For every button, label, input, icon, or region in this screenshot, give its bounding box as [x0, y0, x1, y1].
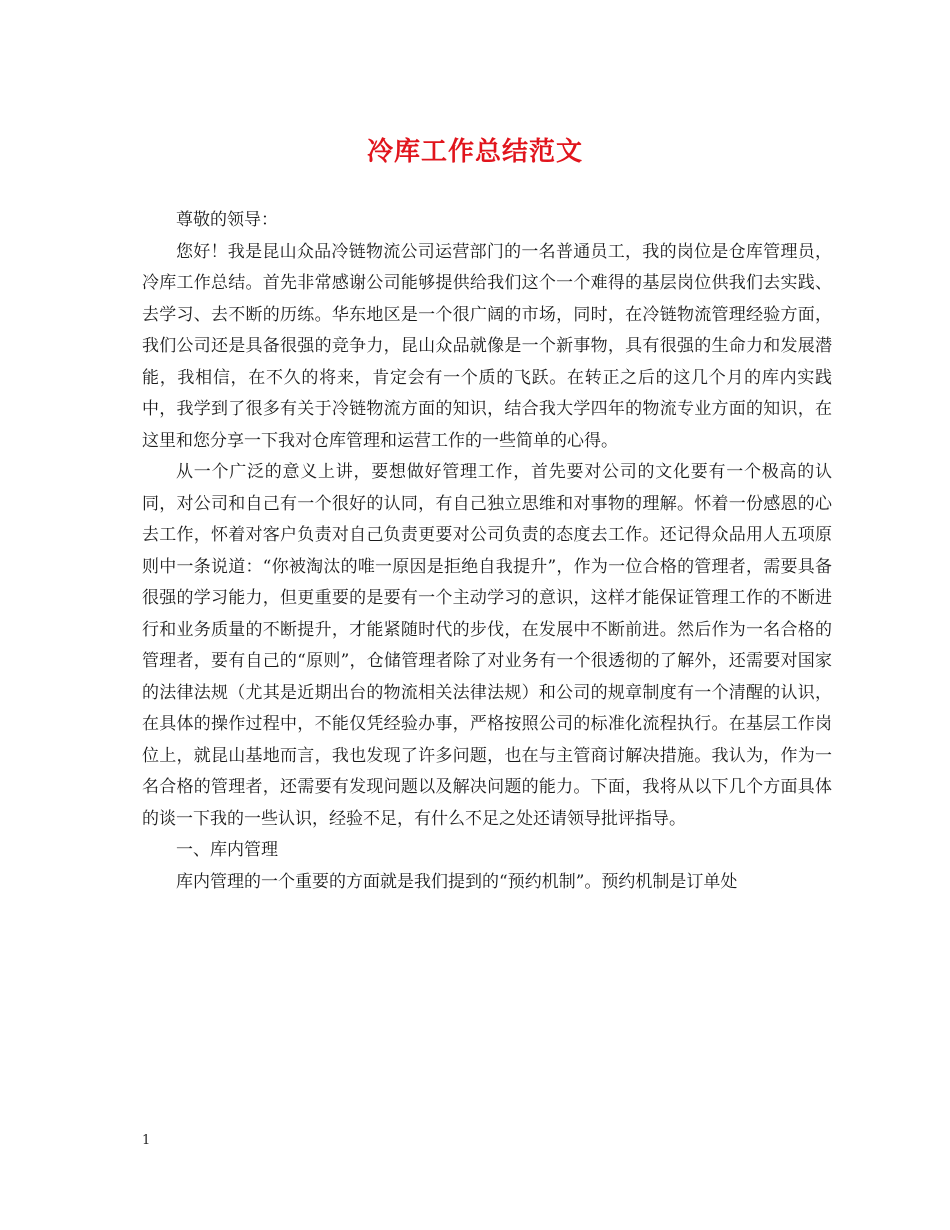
section-heading: 一、库内管理	[176, 840, 278, 860]
document-body	[142, 205, 832, 898]
salutation: 尊敬的领导：	[176, 210, 278, 230]
paragraph-warehouse: 库内管理的一个重要的方面就是我们提到的“预约机制”。预约机制是订单处	[176, 871, 738, 892]
paragraph-management: 从一个广泛的意义上讲，要想做好管理工作，首先要对公司的文化要有一个极高的认同，对公司和自己有一个很好的认同，有自己独立思维和对事物的理解。怀着一份感恩的心去工作，怀着对客户负责对自己负责更要对公司负责的态度去工作。还记得众品用人五项原则中一条说道：“你被淘汰的唯一原因是拒绝自我提升”，作为一位合格的管理者，需要具备很强的学习能力，但更重要的是要有一个主动学习的意识，这样才能保证管理工作的不断进行和业务质量的不断提升，才能紧随时代的步伐，在发展中不断前进。然后作为一名合格的管理者，要有自己的“原则”，仓储管理者除了对业务有一个很透彻的了解外，还需要对国家的法律法规（尤其是近期出台的物流相关法律法规）和公司的规章制度有一个清醒的认识，在具体的操作过程中，不能仅凭经验办事，严格按照公司的标准化流程执行。在基层工作岗位上，就昆山基地而言，我也发现了许多问题，也在与主管商讨解决措施。我认为，作为一名合格的管理者，还需要有发现问题以及解决问题的能力。下面，我将从以下几个方面具体的谈一下我的一些认识，经验不足，有什么不足之处还请领导批评指导。	[142, 462, 832, 829]
document-title: 冷库工作总结范文	[366, 137, 583, 167]
paragraph-intro: 您好！我是昆山众品冷链物流公司运营部门的一名普通员工，我的岗位是仓库管理员，冷库工作总结。首先非常感谢公司能够提供给我们这个一个难得的基层岗位供我们去实践、去学习、去不断的历练。华东地区是一个很广阔的市场，同时，在冷链物流管理经验方面，我们公司还是具备很强的竞争力，昆山众品就像是一个新事物，具有很强的生命力和发展潜能，我相信，在不久的将来，肯定会有一个质的飞跃。在转正之后的这几个月的库内实践中，我学到了很多有关于冷链物流方面的知识，结合我大学四年的物流专业方面的知识，在这里和您分享一下我对仓库管理和运营工作的一些简单的心得。	[142, 241, 832, 451]
page-number: 1	[142, 1133, 151, 1148]
